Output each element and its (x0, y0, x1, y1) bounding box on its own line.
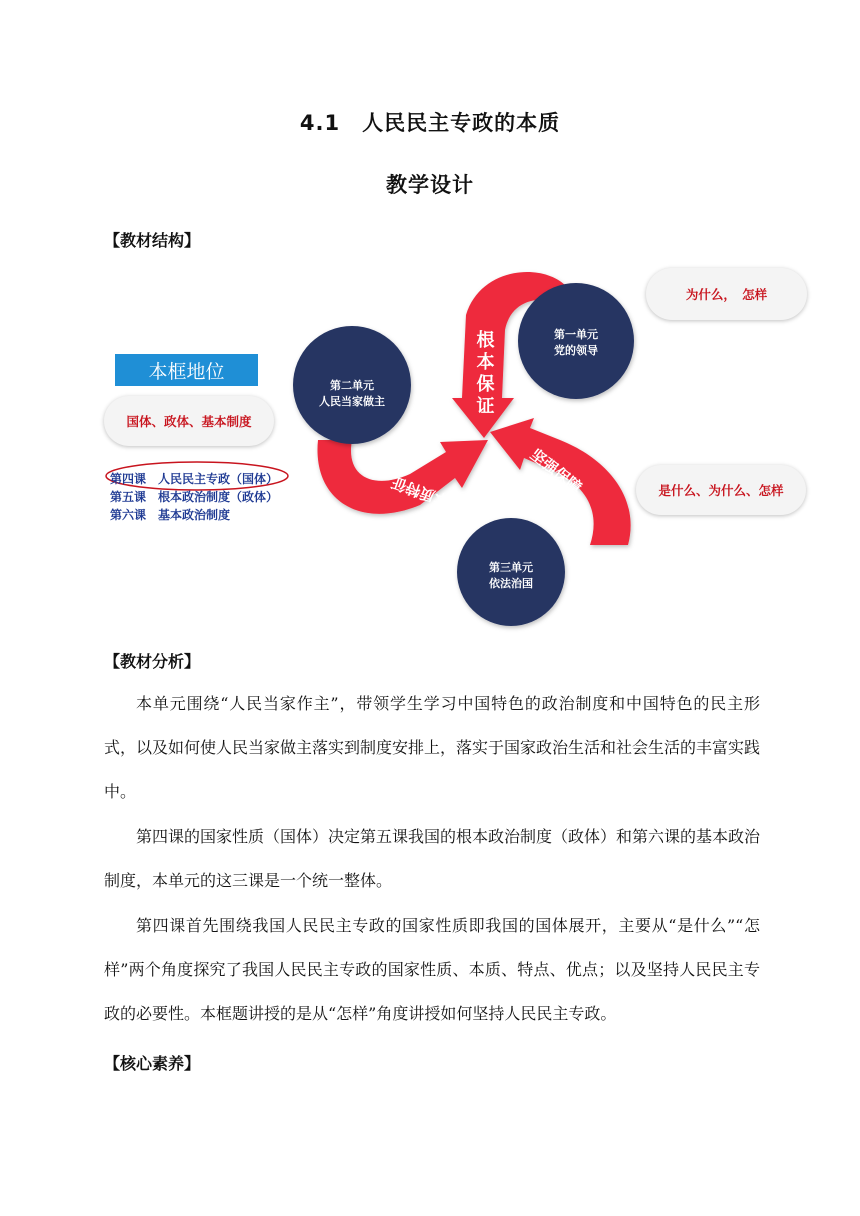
pill-left (104, 396, 274, 446)
heading-analysis: 【教材分析】 (104, 652, 201, 671)
position-box (115, 354, 258, 386)
pill-mid-right (636, 465, 806, 515)
position-label: 本框地位 (148, 360, 225, 383)
pill-mid-right-text: 是什么、为什么、怎样 (658, 483, 784, 498)
unit3-line2: 依法治国 (489, 577, 533, 590)
unit1-line2: 党的领导 (554, 344, 598, 357)
document-title: 4.1 人民民主专政的本质 (299, 111, 561, 135)
lesson-item: 第四课 人民民主专政（国体） (110, 472, 279, 486)
lessons-list (110, 470, 278, 524)
lesson-item: 第五课 根本政治制度（政体） (110, 490, 279, 504)
pill-left-text: 国体、政体、基本制度 (126, 414, 252, 429)
paragraph-3: 第四课首先围绕我国人民民主专政的国家性质即我国的国体展开，主要从“是什么”“怎样”两个角度探究了我国人民民主专政的国家性质、本质、特点、优点；以及坚持人民民主专政的必要性。本框题讲授的是从“怎样”角度讲授如何坚持人民民主专政。 (104, 916, 760, 1023)
unit1-line1: 第一单元 (554, 328, 598, 341)
document-subtitle: 教学设计 (386, 173, 474, 197)
pill-top-right (646, 268, 807, 320)
paragraph-2: 第四课的国家性质（国体）决定第五课我国的根本政治制度（政体）和第六课的基本政治制度，本单元的这三课是一个统一整体。 (104, 827, 761, 890)
unit2-line2: 人民当家做主 (319, 395, 385, 408)
lesson-item: 第六课 基本政治制度 (110, 508, 231, 522)
unit3-line1: 第三单元 (489, 561, 533, 574)
heading-core: 【核心素养】 (104, 1054, 201, 1073)
arrow-right-label: 坚强保障 (526, 445, 586, 497)
arrow-left-label: 本质特征 (389, 472, 452, 511)
heading-structure: 【教材结构】 (104, 231, 201, 250)
paragraph-1: 本单元围绕“人民当家作主”，带领学生学习中国特色的政治制度和中国特色的民主形式，以及如何使人民当家做主落实到制度安排上，落实于国家政治生活和社会生活的丰富实践中。 (104, 694, 761, 801)
pill-top-right-text: 为什么， 怎样 (685, 287, 768, 302)
unit2-line1: 第二单元 (330, 379, 374, 392)
unit1-circle (518, 283, 634, 399)
arrow-top-label: 根本保证 (473, 330, 495, 418)
